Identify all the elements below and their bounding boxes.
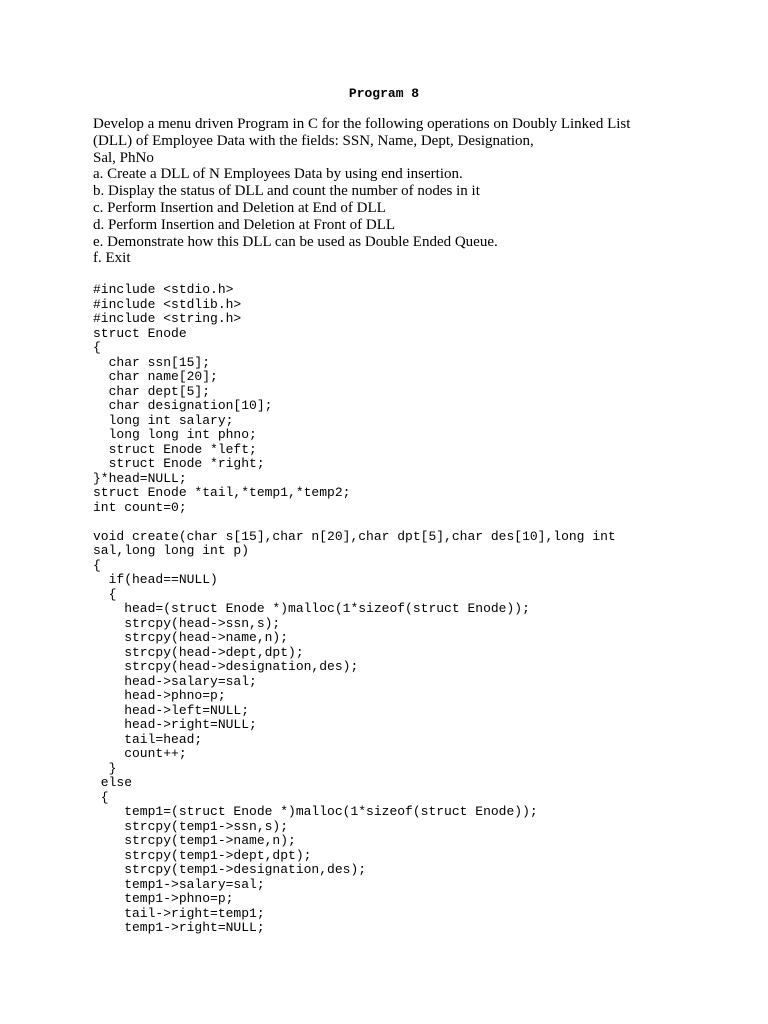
description-line: b. Display the status of DLL and count the number of nodes in it [93, 183, 480, 200]
description-line: (DLL) of Employee Data with the fields: SSN, Name, Dept, Designation, [93, 132, 534, 149]
code-line: tail=head; [93, 731, 203, 747]
code-line: strcpy(temp1->name,n); [93, 833, 296, 848]
code-listing [93, 283, 733, 936]
code-line: long long int phno; [93, 427, 257, 442]
code-line: strcpy(temp1->dept,dpt); [93, 847, 312, 863]
code-line: }*head=NULL; [93, 470, 187, 486]
code-line: temp1->phno=p; [93, 891, 234, 906]
description-line: Sal, PhNo [93, 149, 154, 166]
code-line: int count=0; [93, 499, 187, 515]
code-line: temp1=(struct Enode *)malloc(1*sizeof(struct Enode)); [93, 804, 538, 819]
code-line: struct Enode *tail,*temp1,*temp2; [93, 485, 351, 500]
code-line: temp1->salary=sal; [93, 876, 265, 892]
code-line: { [93, 340, 101, 355]
code-line: else [93, 775, 133, 790]
code-line: strcpy(head->name,n); [93, 630, 289, 645]
page-title: Program 8 [348, 86, 420, 101]
code-line: strcpy(head->dept,dpt); [93, 644, 304, 660]
code-line: struct Enode *left; [93, 441, 257, 457]
code-line: if(head==NULL) [93, 572, 218, 587]
code-line: long int salary; [93, 412, 234, 428]
code-line: #include <stdlib.h> [93, 296, 242, 312]
code-line: strcpy(head->designation,des); [93, 659, 359, 674]
code-line: struct Enode [93, 325, 187, 341]
code-line: tail->right=temp1; [93, 905, 265, 921]
description-line: c. Perform Insertion and Deletion at End of DLL [93, 199, 386, 216]
code-line: { [93, 586, 117, 602]
code-line: count++; [93, 746, 187, 761]
description-line: a. Create a DLL of N Employees Data by using end insertion. [93, 166, 463, 183]
code-line: } [93, 760, 117, 776]
code-line: head->phno=p; [93, 688, 226, 703]
code-line: strcpy(temp1->designation,des); [93, 862, 367, 877]
code-line: struct Enode *right; [93, 456, 265, 471]
code-line: sal,long long int p) [93, 543, 250, 558]
code-line: #include <string.h> [93, 311, 242, 326]
code-line: void create(char s[15],char n[20],char dpt[5],char des[10],long int [93, 528, 616, 544]
code-line: { [93, 557, 101, 573]
code-line: char name[20]; [93, 369, 218, 384]
code-line: char ssn[15]; [93, 354, 211, 370]
code-line: { [93, 789, 109, 805]
description-line: Develop a menu driven Program in C for the following operations on Doubly Linked List [93, 116, 631, 132]
code-line: head=(struct Enode *)malloc(1*sizeof(struct Enode)); [93, 601, 530, 616]
code-line: head->salary=sal; [93, 673, 257, 689]
description-line: f. Exit [93, 250, 131, 267]
description-line: e. Demonstrate how this DLL can be used as Double Ended Queue. [93, 233, 498, 250]
code-line: temp1->right=NULL; [93, 920, 265, 935]
description-line: d. Perform Insertion and Deletion at Front of DLL [93, 216, 396, 233]
problem-description [93, 116, 693, 267]
code-line: #include <stdio.h> [93, 282, 234, 297]
code-line [93, 515, 733, 530]
code-line: char dept[5]; [93, 383, 211, 399]
code-line: head->right=NULL; [93, 717, 257, 732]
code-line: head->left=NULL; [93, 702, 250, 718]
code-line: char designation[10]; [93, 398, 273, 413]
code-line: strcpy(temp1->ssn,s); [93, 818, 289, 834]
code-line: strcpy(head->ssn,s); [93, 615, 281, 631]
